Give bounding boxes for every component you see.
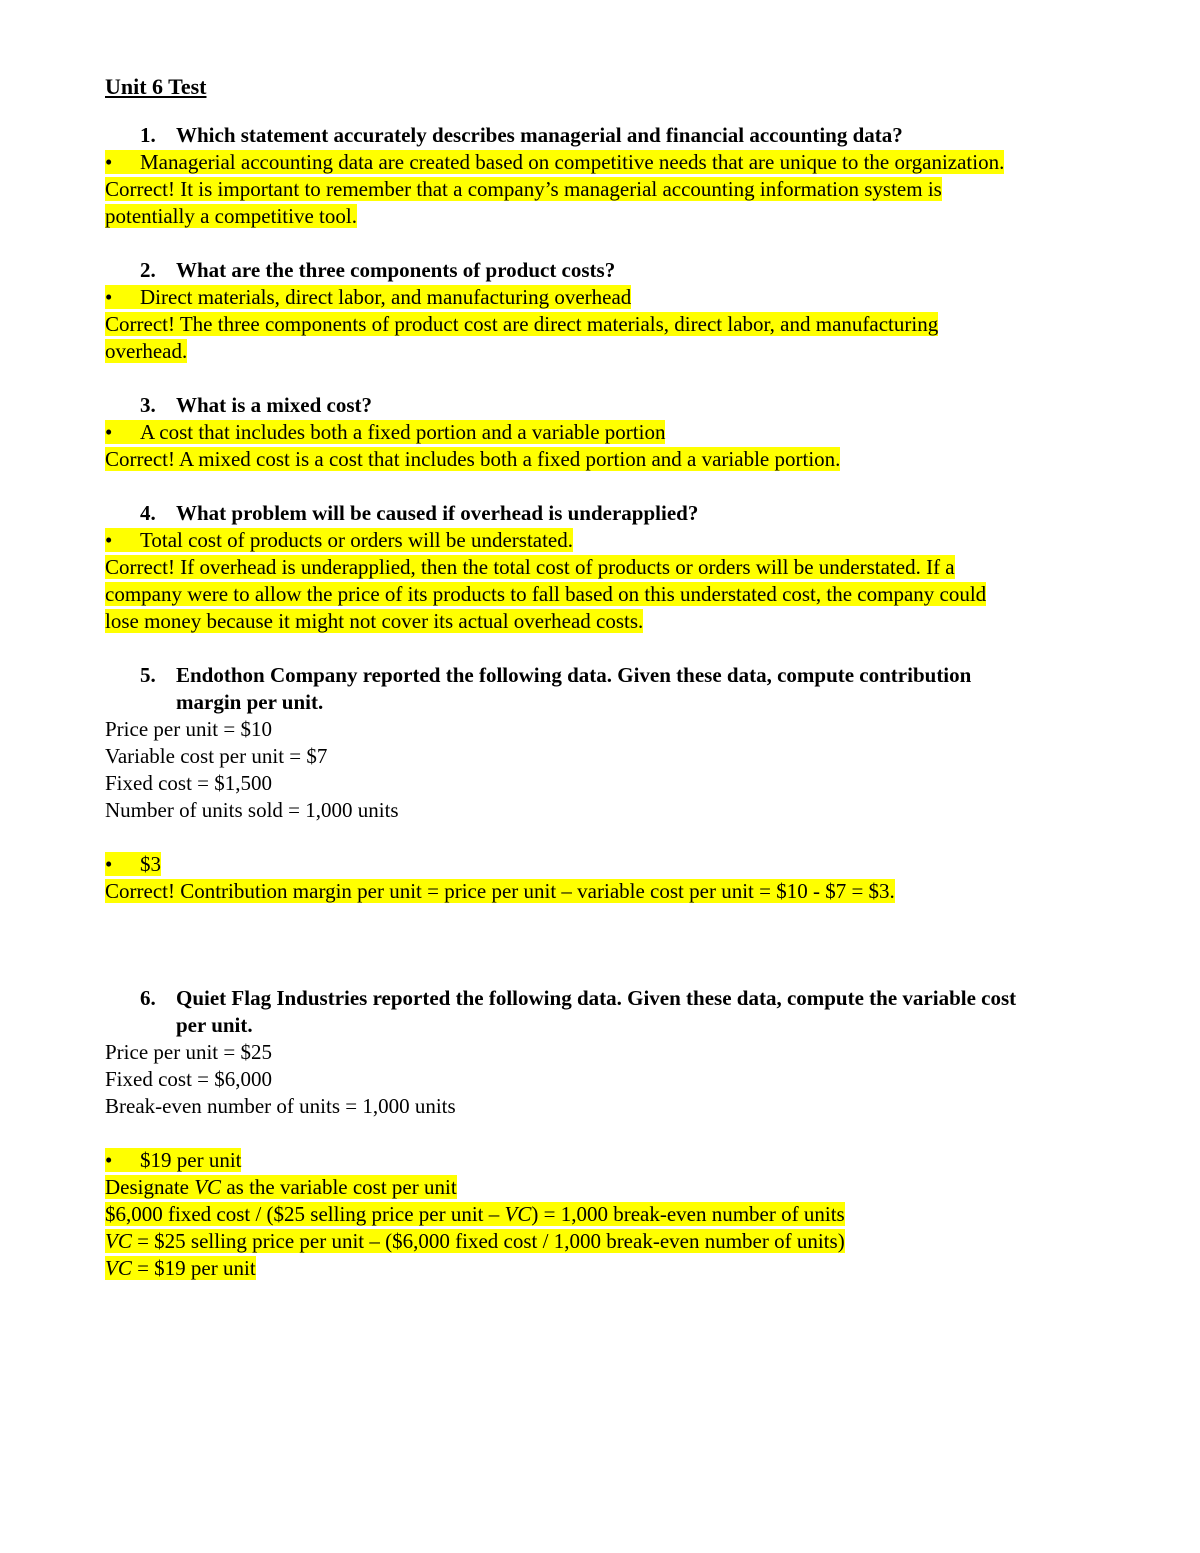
question-6-work-line-1: Designate VC as the variable cost per unit bbox=[105, 1175, 457, 1199]
question-6-heading bbox=[105, 985, 1145, 1039]
question-1-feedback-line-2: potentially a competitive tool. bbox=[105, 204, 357, 228]
question-3-heading bbox=[105, 392, 1145, 419]
question-5-data-4: Number of units sold = 1,000 units bbox=[105, 798, 399, 822]
question-2-answer: Direct materials, direct labor, and manufacturing overhead bbox=[140, 285, 632, 309]
question-4 bbox=[105, 500, 1145, 635]
bullet-icon: • bbox=[105, 150, 113, 174]
question-6-data-1: Price per unit = $25 bbox=[105, 1040, 272, 1064]
question-6-text-line-1: Quiet Flag Industries reported the following data. Given these data, compute the variable cost bbox=[176, 986, 1017, 1010]
question-5-heading bbox=[105, 662, 1145, 716]
question-5-text-line-2: margin per unit. bbox=[176, 690, 324, 714]
question-6-work-line-3: VC = $25 selling price per unit – ($6,000 fixed cost / 1,000 break-even number of units) bbox=[105, 1229, 845, 1253]
question-1 bbox=[105, 122, 1145, 230]
question-6-data-2: Fixed cost = $6,000 bbox=[105, 1067, 273, 1091]
vc-variable: VC bbox=[105, 1229, 132, 1253]
vc-variable: VC bbox=[105, 1256, 132, 1280]
question-5-number: 5. bbox=[140, 663, 156, 687]
question-4-feedback-line-2: company were to allow the price of its products to fall based on this understated cost, the company could bbox=[105, 582, 987, 606]
question-3-number: 3. bbox=[140, 393, 156, 417]
question-5-data-2: Variable cost per unit = $7 bbox=[105, 744, 328, 768]
question-6-work-line-4: VC = $19 per unit bbox=[105, 1256, 256, 1280]
document-page bbox=[105, 70, 1145, 1282]
question-3-answer: A cost that includes both a fixed portion and a variable portion bbox=[140, 420, 666, 444]
bullet-icon: • bbox=[105, 285, 113, 309]
question-2-feedback-line-2: overhead. bbox=[105, 339, 188, 363]
question-2-feedback-line-1: Correct! The three components of product cost are direct materials, direct labor, and manufacturing bbox=[105, 312, 939, 336]
bullet-icon: • bbox=[105, 852, 113, 876]
bullet-icon: • bbox=[105, 528, 113, 552]
question-2-text: What are the three components of product costs? bbox=[176, 258, 616, 282]
question-6-text-line-2: per unit. bbox=[176, 1013, 253, 1037]
question-1-number: 1. bbox=[140, 123, 156, 147]
question-6-work-line-2: $6,000 fixed cost / ($25 selling price per unit – VC) = 1,000 break-even number of units bbox=[105, 1202, 845, 1226]
page-title: Unit 6 Test bbox=[105, 74, 207, 99]
vc-variable: VC bbox=[194, 1175, 222, 1199]
question-5-data-3: Fixed cost = $1,500 bbox=[105, 771, 273, 795]
question-2-number: 2. bbox=[140, 258, 156, 282]
question-4-text: What problem will be caused if overhead is underapplied? bbox=[176, 501, 699, 525]
question-3-feedback-line-1: Correct! A mixed cost is a cost that includes both a fixed portion and a variable portion. bbox=[105, 447, 841, 471]
question-1-text: Which statement accurately describes managerial and financial accounting data? bbox=[176, 123, 903, 147]
question-6-answer: $19 per unit bbox=[140, 1148, 242, 1172]
question-1-answer: Managerial accounting data are created based on competitive needs that are unique to the organization. bbox=[140, 150, 1005, 174]
question-2-heading bbox=[105, 257, 1145, 284]
question-4-heading bbox=[105, 500, 1145, 527]
question-5-text-line-1: Endothon Company reported the following data. Given these data, compute contribution bbox=[176, 663, 972, 687]
vc-variable: VC bbox=[504, 1202, 532, 1226]
question-6-number: 6. bbox=[140, 986, 156, 1010]
question-5-data-1: Price per unit = $10 bbox=[105, 717, 272, 741]
question-4-number: 4. bbox=[140, 501, 156, 525]
bullet-icon: • bbox=[105, 1148, 113, 1172]
question-5-answer: $3 bbox=[140, 852, 161, 876]
question-4-feedback-line-1: Correct! If overhead is underapplied, then the total cost of products or orders will be understated. If a bbox=[105, 555, 955, 579]
question-5 bbox=[105, 662, 1145, 905]
question-6-data-3: Break-even number of units = 1,000 units bbox=[105, 1094, 456, 1118]
question-1-feedback-line-1: Correct! It is important to remember that a company’s managerial accounting information system is bbox=[105, 177, 942, 201]
question-4-feedback-line-3: lose money because it might not cover its actual overhead costs. bbox=[105, 609, 644, 633]
question-5-feedback-line-1: Correct! Contribution margin per unit = price per unit – variable cost per unit = $10 - $7 = $3. bbox=[105, 879, 895, 903]
question-6 bbox=[105, 985, 1145, 1282]
question-1-heading bbox=[105, 122, 1145, 149]
question-3-text: What is a mixed cost? bbox=[176, 393, 372, 417]
question-2 bbox=[105, 257, 1145, 365]
bullet-icon: • bbox=[105, 420, 113, 444]
question-4-answer: Total cost of products or orders will be understated. bbox=[140, 528, 574, 552]
question-3 bbox=[105, 392, 1145, 473]
